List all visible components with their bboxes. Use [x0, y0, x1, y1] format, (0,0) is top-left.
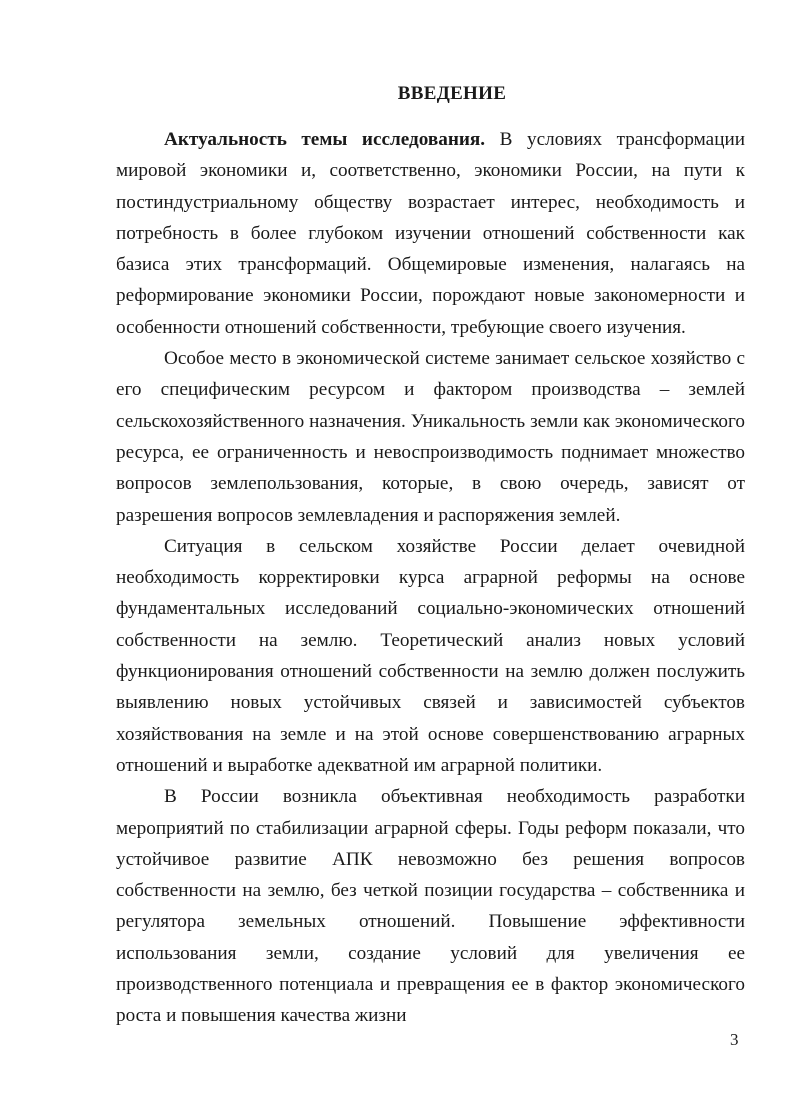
- body-text: [116, 124, 745, 1032]
- paragraph-text: Ситуация в сельском хозяйстве России делает очевидной необходимость корректировки курса аграрной реформы на основе фундаментальных исследований социально-экономических отношений собственности на землю. Теоретический анализ новых условий функционирования отношений собственности на землю должен послужить выявлению новых устойчивых связей и зависимостей субъектов хозяйствования на земле и на этой основе совершенствованию аграрных отношений и выработке адекватной им аграрной политики.: [116, 535, 745, 776]
- paragraph-necessity: [116, 781, 745, 1031]
- paragraph-text: Особое место в экономической системе занимает сельское хозяйство с его специфическим ресурсом и фактором производства – землей сельскохозяйственного назначения. Уникальность земли как экономического ресурса, ее ограниченность и невоспроизводимость поднимает множество вопросов землепользования, которые, в свою очередь, зависят от разрешения вопросов землевладения и распоряжения землей.: [116, 348, 745, 526]
- paragraph-text: В России возникла объективная необходимость разработки мероприятий по стабилизации аграрной сферы. Годы реформ показали, что устойчивое развитие АПК невозможно без решения вопросов собственности на землю, без четкой позиции государства – собственника и регулятора земельных отношений. Повышение эффективности использования земли, создание условий для увеличения ее производственного потенциала и превращения ее в фактор экономического роста и повышения качества жизни: [116, 786, 745, 1027]
- paragraph-situation: [116, 531, 745, 781]
- paragraph-relevance: [116, 124, 745, 343]
- section-heading: ВВЕДЕНИЕ: [397, 83, 507, 104]
- paragraph-agriculture: [116, 343, 745, 531]
- paragraph-lead: Актуальность темы исследования.: [164, 129, 486, 150]
- paragraph-text: В условиях трансформации мировой экономики и, соответственно, экономики России, на пути к постиндустриальному обществу возрастает интерес, необходимость и потребность в более глубоком изучении отношений собственности как базиса этих трансформаций. Общемировые изменения, налагаясь на реформирование экономики России, порождают новые закономерности и особенности отношений собственности, требующие своего изучения.: [116, 129, 746, 338]
- page-number: 3: [730, 1030, 739, 1049]
